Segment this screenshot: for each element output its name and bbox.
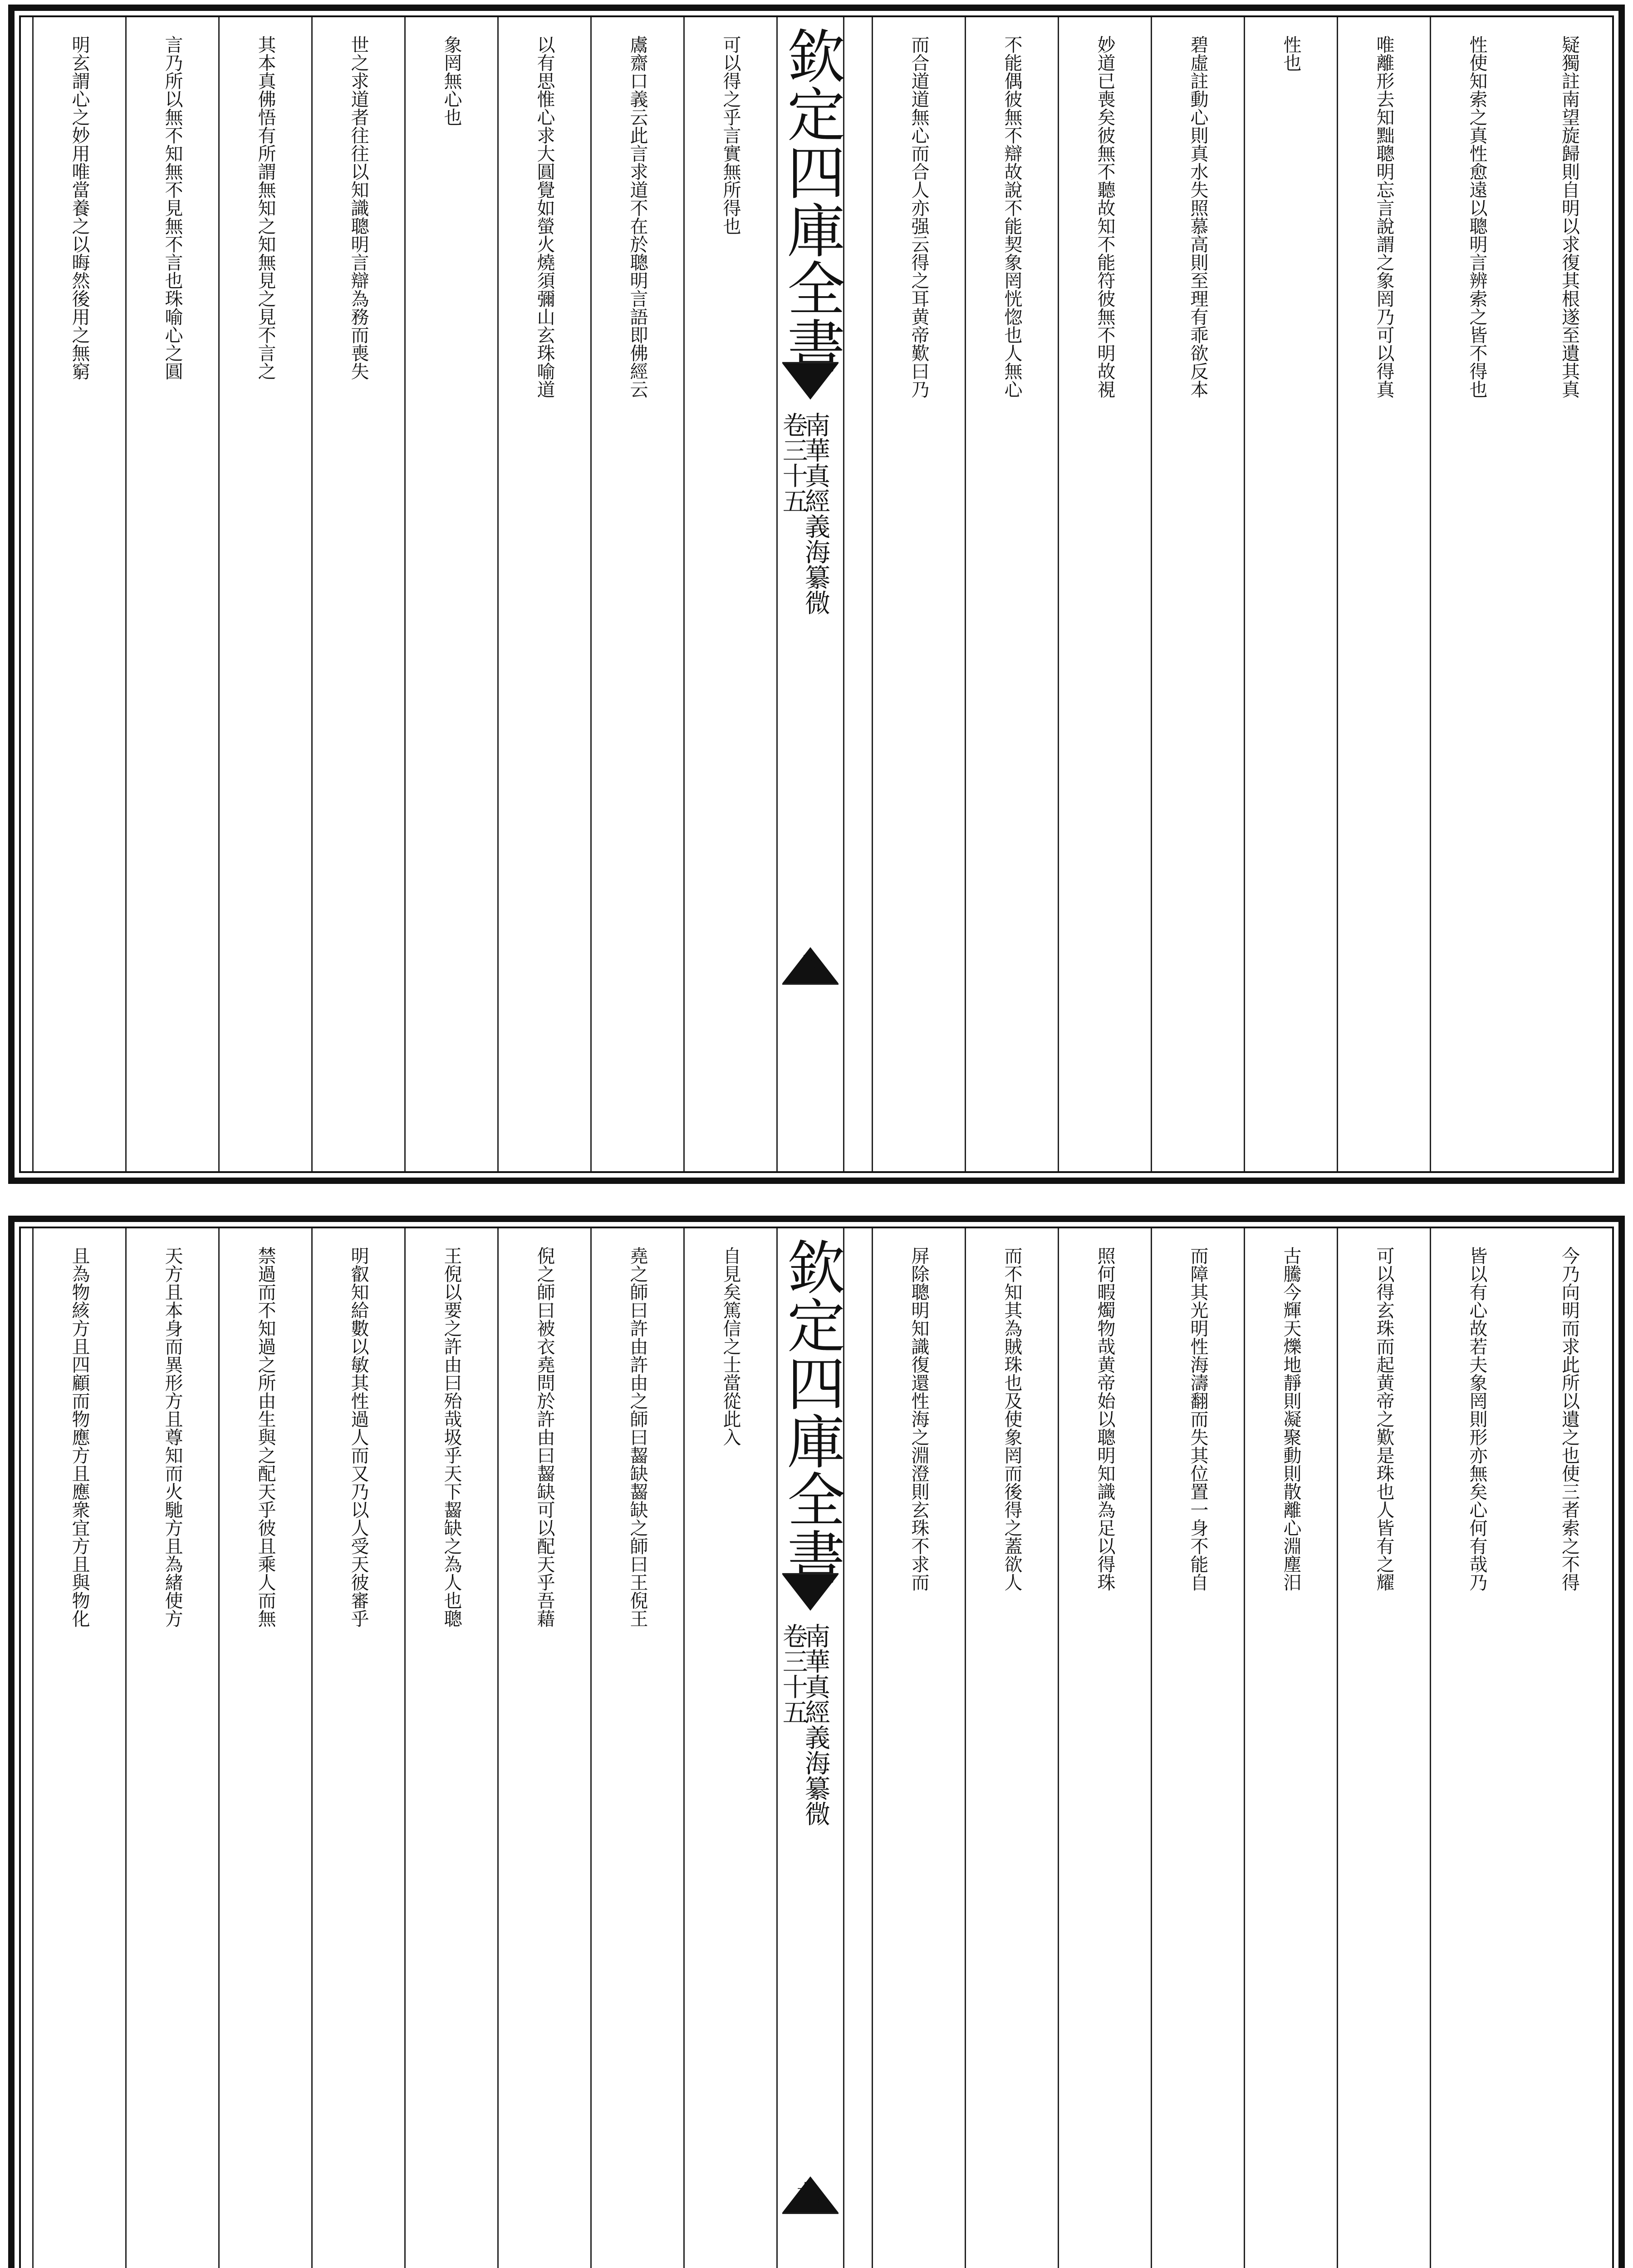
column-text: 言乃所以無不知無不見無不言也珠喻心之圓 [162,35,183,380]
text-column [218,1228,311,2268]
book-title: 南華真經義海纂微 [801,1623,830,1826]
lower-page [8,1216,1625,2268]
text-column [404,1228,497,2268]
column-text: 而不知其為賊珠也及使象罔而後得之蓋欲人 [1001,1246,1022,1591]
text-column [590,1228,683,2268]
column-text: 性使知索之真性愈遠以聰明言辨索之皆不得也 [1466,35,1487,398]
text-column [683,17,776,1171]
text-column [1151,17,1244,1171]
text-column [32,1228,125,2268]
text-column [683,1228,776,2268]
text-column [1244,17,1337,1171]
page-number: 九 [791,2181,821,2206]
column-text: 象罔無心也 [441,35,462,126]
column-text: 明叡知給數以敏其性過人而又乃以人受天彼審乎 [348,1246,369,1628]
column-text: 不能偶彼無不辯故說不能契象罔恍惚也人無心 [1001,35,1022,398]
text-column [1337,1228,1430,2268]
text-column [965,1228,1058,2268]
page-number: 八 [791,952,821,977]
fishtail-mark-top [782,1573,839,1615]
upper-page-frame [19,15,1614,1173]
column-text: 疑獨註南望旋歸則自明以求復其根遂至遺其真 [1559,35,1580,398]
column-text: 其本真佛悟有所謂無知之知無見之見不言之 [255,35,276,380]
text-column [32,17,125,1171]
text-column [404,17,497,1171]
column-text: 性也 [1280,35,1301,72]
column-text: 天方且本身而異形方且尊知而火馳方且為緒使方 [162,1246,183,1628]
column-text: 世之求道者往往以知識聰明言辯為務而喪失 [348,35,369,380]
column-text: 堯之師曰許由許由之師曰齧缺齧缺之師曰王倪王 [627,1246,648,1628]
text-column [218,17,311,1171]
column-text: 可以得玄珠而起黄帝之歎是珠也人皆有之耀 [1373,1246,1394,1591]
column-text: 以有思惟心求大圓覺如螢火燒須彌山玄珠喻道 [534,35,555,398]
center-title: 欽定四庫全書 [777,26,845,375]
upper-page [8,5,1625,1184]
column-text: 王倪以要之許由曰殆哉圾乎天下齧缺之為人也聰 [441,1246,462,1628]
column-text: 禁過而不知過之所由生與之配天乎彼且乘人而無 [255,1246,276,1628]
text-column [590,17,683,1171]
lower-center-column [776,1228,844,2268]
text-column [1523,1228,1616,2268]
column-text: 鬳齋口義云此言求道不在於聰明言語即佛經云 [627,35,648,398]
column-text: 屏除聰明知識復還性海之淵澄則玄珠不求而 [908,1246,929,1591]
text-column [497,1228,590,2268]
fishtail-mark-top [782,362,839,404]
volume-label: 卷三十五 [778,1623,808,1725]
column-text: 而障其光明性海濤翻而失其位置一身不能自 [1187,1246,1208,1591]
column-text: 碧虛註動心則真水失照慕高則至理有乖欲反本 [1187,35,1208,398]
text-column [1523,17,1616,1171]
text-column [1430,17,1523,1171]
text-column [311,1228,404,2268]
column-text: 明玄謂心之妙用唯當養之以晦然後用之無窮 [69,35,90,380]
text-column [1244,1228,1337,2268]
text-column [872,17,965,1171]
column-text: 且為物絯方且四顧而物應方且應衆宜方且與物化 [69,1246,90,1628]
text-column [311,17,404,1171]
volume-label: 卷三十五 [778,412,808,513]
lower-page-frame [19,1227,1614,2268]
column-text: 自見矣篤信之士當從此入 [720,1246,741,1446]
text-column [125,17,218,1171]
center-title: 欽定四庫全書 [777,1237,845,1586]
column-text: 而合道道無心而合人亦强云得之耳黄帝歎曰乃 [908,35,929,398]
text-column [1430,1228,1523,2268]
text-column [872,1228,965,2268]
column-text: 唯離形去知黜聰明忘言說謂之象罔乃可以得真 [1373,35,1394,398]
column-text: 古騰今輝天爍地靜則凝聚動則散離心淵塵汨 [1280,1246,1301,1591]
upper-center-column [776,17,844,1171]
text-column [1058,1228,1151,2268]
text-column [125,1228,218,2268]
column-text: 皆以有心故若夫象罔則形亦無矣心何有哉乃 [1466,1246,1487,1591]
column-text: 妙道已喪矣彼無不聽故知不能符彼無不明故視 [1094,35,1115,398]
text-column [1058,17,1151,1171]
text-column [1337,17,1430,1171]
text-column [965,17,1058,1171]
column-text: 今乃向明而求此所以遺之也使三者索之不得 [1559,1246,1580,1591]
text-column [497,17,590,1171]
book-title: 南華真經義海纂微 [801,412,830,615]
column-text: 照何暇燭物哉黄帝始以聰明知識為足以得珠 [1094,1246,1115,1591]
column-text: 可以得之乎言實無所得也 [720,35,741,235]
text-column [1151,1228,1244,2268]
column-text: 倪之師曰被衣堯問於許由曰齧缺可以配天乎吾藉 [534,1246,555,1628]
